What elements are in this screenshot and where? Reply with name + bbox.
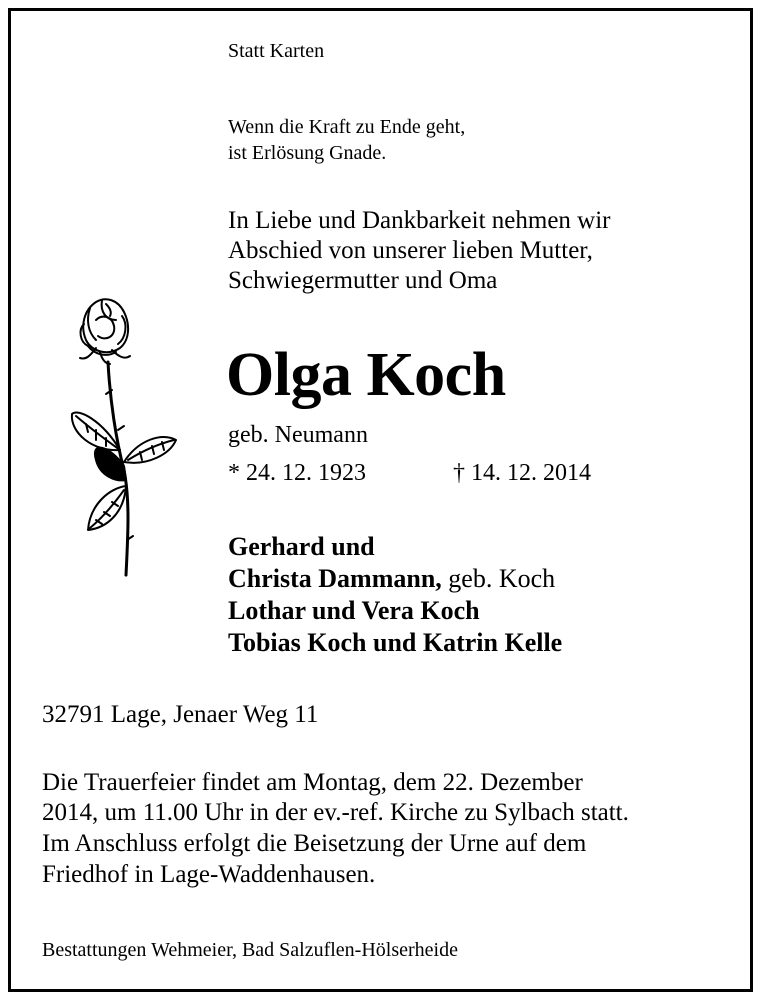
undertaker-footer: Bestattungen Wehmeier, Bad Salzuflen-Hölserheide <box>42 939 458 961</box>
intro-line-2: Abschied von unserer lieben Mutter, <box>228 237 593 264</box>
intro-line-3: Schwiegermutter und Oma <box>228 267 498 294</box>
mourner-line-3-bold: Lothar und Vera Koch <box>228 596 480 625</box>
quote-line-1: Wenn die Kraft zu Ende geht, <box>228 116 466 138</box>
mourner-line-1-bold: Gerhard und <box>228 532 375 561</box>
header-label: Statt Karten <box>228 40 325 62</box>
intro-line-1: In Liebe und Dankbarkeit nehmen wir <box>228 207 611 234</box>
address: 32791 Lage, Jenaer Weg 11 <box>42 701 319 728</box>
ceremony-line-1: Die Trauerfeier findet am Montag, dem 22. Dezember <box>42 769 583 796</box>
mourner-line-2-rest: geb. Koch <box>441 564 556 593</box>
mourner-line-4 <box>228 627 562 658</box>
mourner-line-4-bold: Tobias Koch und Katrin Kelle <box>228 628 563 657</box>
ceremony-line-4: Friedhof in Lage-Waddenhausen. <box>42 861 376 888</box>
birth-date: * 24. 12. 1923 <box>228 460 366 486</box>
mourner-line-2 <box>228 563 555 594</box>
quote-line-2: ist Erlösung Gnade. <box>228 142 387 164</box>
mourner-line-2-bold: Christa Dammann, <box>228 564 442 593</box>
maiden-name: geb. Neumann <box>228 422 368 448</box>
ceremony-line-3: Im Anschluss erfolgt die Beisetzung der Urne auf dem <box>42 830 587 857</box>
death-date: † 14. 12. 2014 <box>453 460 591 486</box>
mourner-line-1 <box>228 531 375 562</box>
deceased-name: Olga Koch <box>226 341 506 409</box>
rose-icon <box>66 290 182 580</box>
mourner-line-3 <box>228 595 480 626</box>
ceremony-line-2: 2014, um 11.00 Uhr in der ev.-ref. Kirche zu Sylbach statt. <box>42 799 629 826</box>
